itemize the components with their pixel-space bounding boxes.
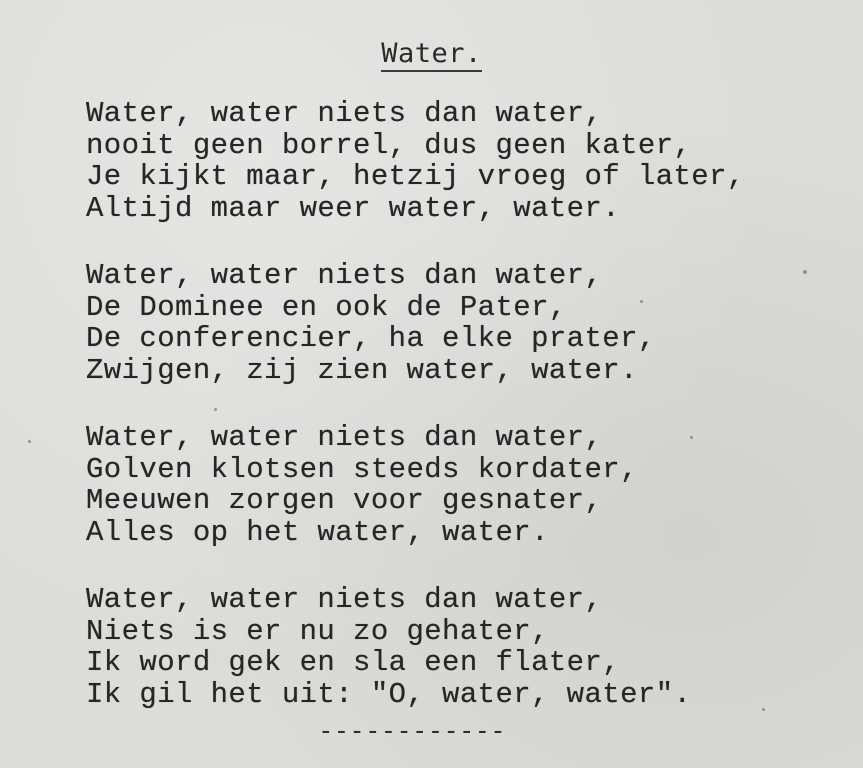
poem-line: Niets is er nu zo gehater,: [86, 614, 549, 648]
stanza: [86, 98, 745, 224]
poem-line: Golven klotsen steeds kordater,: [86, 452, 638, 486]
poem-line: Je kijkt maar, hetzij vroeg of later,: [86, 160, 745, 193]
poem-line: Water, water niets dan water,: [86, 97, 603, 130]
poem-line: Ik word gek en sla een flater,: [86, 646, 621, 679]
paper-speck: [28, 440, 31, 443]
poem-line: Meeuwen zorgen voor gesnater,: [86, 484, 603, 517]
poem-line: De conferencier, ha elke prater,: [86, 322, 656, 355]
poem-line: Zwijgen, zij zien water, water.: [86, 353, 638, 387]
poem-title-text: Water.: [381, 38, 482, 72]
poem-line: nooit geen borrel, dus geen kater,: [86, 128, 692, 162]
poem-line: Water, water niets dan water,: [86, 421, 603, 454]
poem-line: Alles op het water, water.: [86, 515, 549, 549]
poem-title: [0, 38, 863, 69]
paper-speck: [762, 708, 765, 711]
poem-line: De Dominee en ook de Pater,: [86, 290, 567, 324]
poem-body: [86, 98, 745, 710]
end-divider: ------------: [318, 716, 506, 746]
paper-speck: [803, 270, 807, 274]
poem-line: Ik gil het uit: "O, water, water".: [86, 677, 692, 711]
stanza: [86, 422, 745, 548]
stanza: [86, 260, 745, 386]
poem-line: Water, water niets dan water,: [86, 583, 603, 616]
poem-line: Water, water niets dan water,: [86, 259, 603, 292]
poem-line: Altijd maar weer water, water.: [86, 191, 621, 225]
stanza: [86, 584, 745, 710]
